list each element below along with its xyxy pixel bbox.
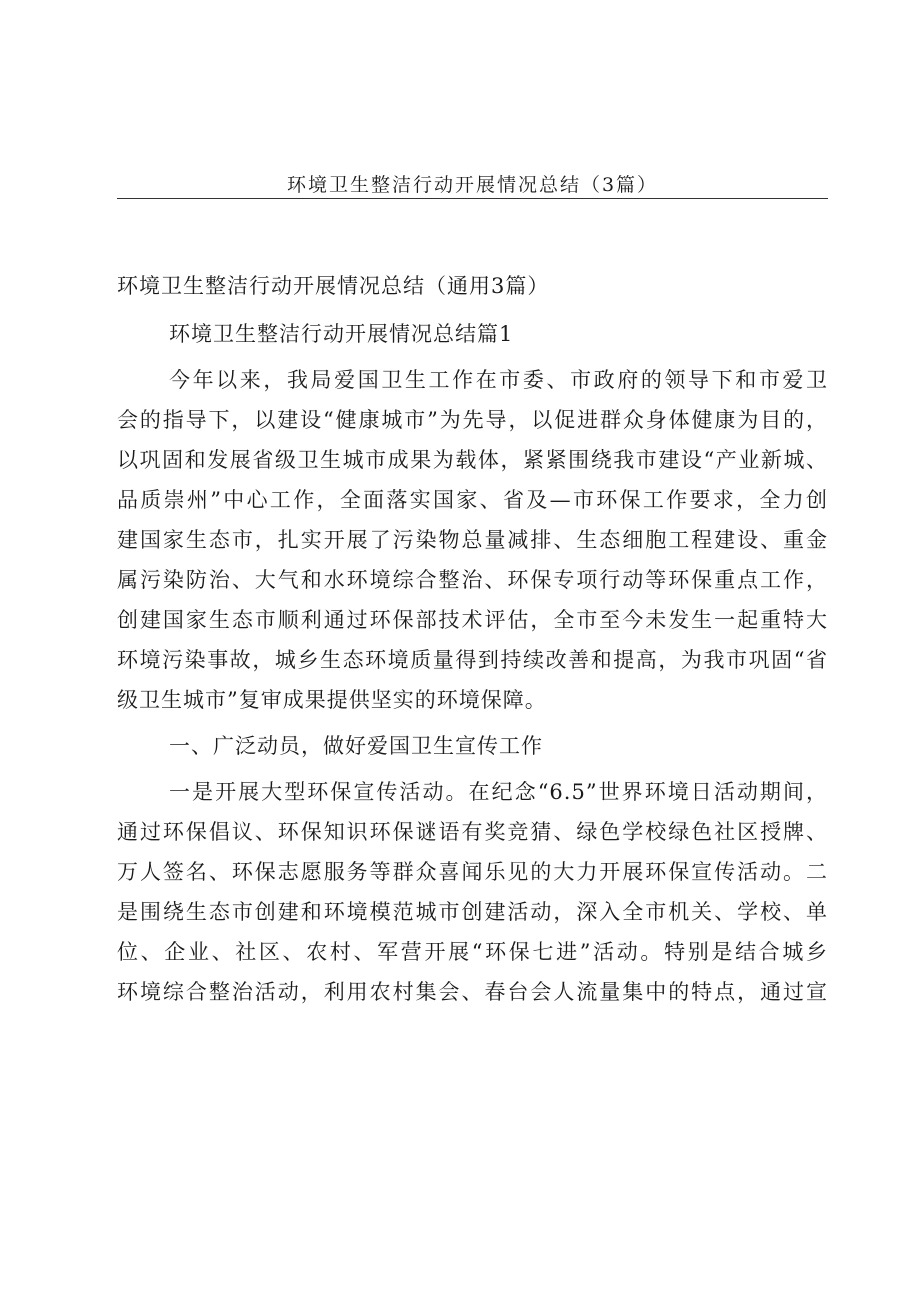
header-divider bbox=[117, 198, 828, 199]
paragraph-line: 是围绕生态市创建和环境模范城市创建活动，深入全市机关、学校、单 bbox=[117, 900, 828, 924]
paragraph-1 bbox=[117, 360, 828, 720]
paragraph-line: 以巩固和发展省级卫生城市成果为载体，紧紧围绕我市建设“产业新城、 bbox=[117, 448, 828, 472]
paragraph-line: 会的指导下，以建设“健康城市”为先导，以促进群众身体健康为目的， bbox=[117, 408, 828, 432]
paragraph-line: 位、企业、社区、农村、军营开展“环保七进”活动。特别是结合城乡 bbox=[117, 940, 828, 964]
paragraph-line: 品质崇州”中心工作，全面落实国家、省及—市环保工作要求，全力创 bbox=[117, 488, 828, 512]
document-body bbox=[117, 266, 828, 1012]
paragraph-2 bbox=[117, 772, 828, 1012]
paragraph-line: 通过环保倡议、环保知识环保谜语有奖竞猜、绿色学校绿色社区授牌、 bbox=[117, 820, 828, 844]
paragraph-line: 今年以来，我局爱国卫生工作在市委、市政府的领导下和市爱卫 bbox=[169, 368, 828, 392]
document-title: 环境卫生整洁行动开展情况总结（通用3篇） bbox=[117, 274, 550, 298]
paragraph-line: 级卫生城市”复审成果提供坚实的环境保障。 bbox=[117, 688, 547, 712]
paragraph-line: 环境综合整治活动，利用农村集会、春台会人流量集中的特点，通过宣 bbox=[117, 980, 828, 1004]
section-title: 环境卫生整洁行动开展情况总结篇1 bbox=[169, 322, 514, 346]
paragraph-line: 一是开展大型环保宣传活动。在纪念“6.5”世界环境日活动期间， bbox=[169, 780, 828, 804]
heading-1: 一、广泛动员，做好爱国卫生宣传工作 bbox=[169, 734, 543, 758]
paragraph-line: 属污染防治、大气和水环境综合整治、环保专项行动等环保重点工作， bbox=[117, 568, 828, 592]
paragraph-line: 创建国家生态市顺利通过环保部技术评估，全市至今未发生一起重特大 bbox=[117, 608, 828, 632]
paragraph-line: 环境污染事故，城乡生态环境质量得到持续改善和提高，为我市巩固“省 bbox=[117, 648, 828, 672]
running-header-title: 环境卫生整洁行动开展情况总结（3篇） bbox=[286, 174, 659, 196]
paragraph-line: 万人签名、环保志愿服务等群众喜闻乐见的大力开展环保宣传活动。二 bbox=[117, 860, 828, 884]
paragraph-line: 建国家生态市，扎实开展了污染物总量减排、生态细胞工程建设、重金 bbox=[117, 528, 828, 552]
